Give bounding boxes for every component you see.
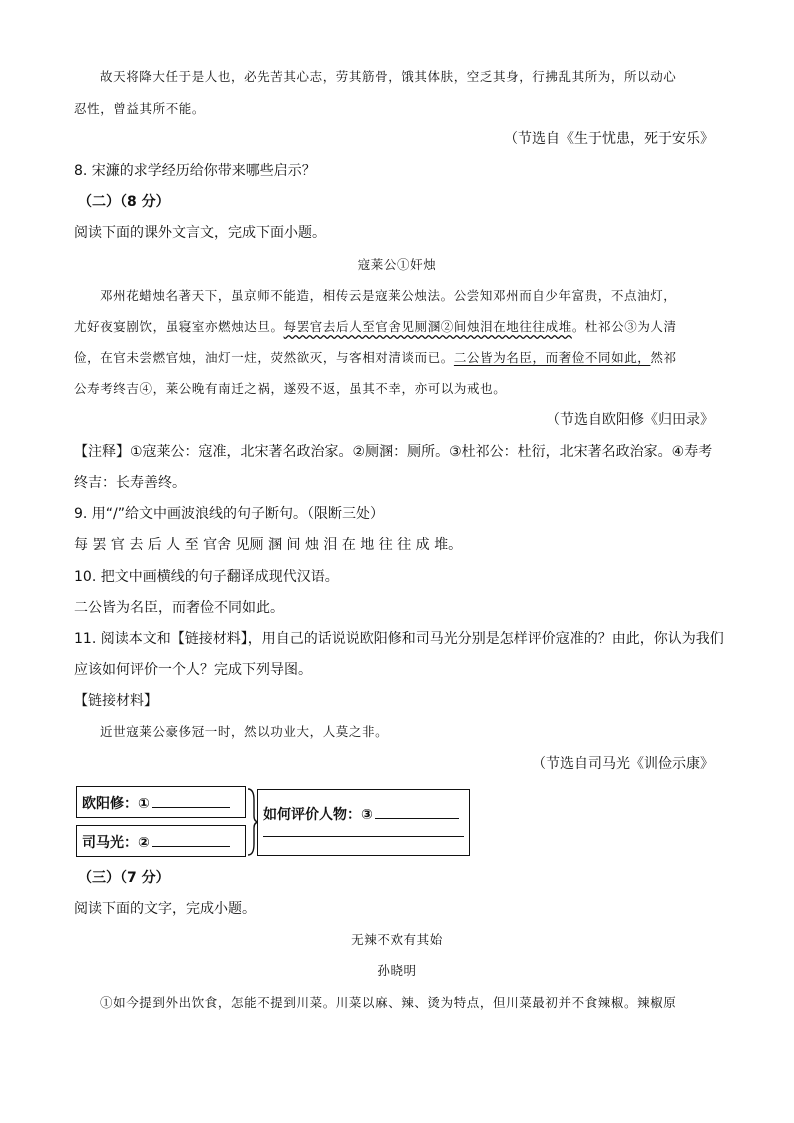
- map-label-sima: 司马光：②: [82, 835, 150, 851]
- question-10-prompt: 10. 把文中画横线的句子翻译成现代汉语。: [74, 569, 339, 585]
- map-label-evaluate: 如何评价人物：③: [263, 807, 373, 823]
- underlined-sentence: 二公皆为名臣，而奢俭不同如此，: [453, 350, 651, 365]
- link-material-source: （节选自司马光《训俭示康》: [532, 756, 714, 772]
- question-9-prompt: 9. 用“/”给文中画波浪线的句子断句。（限断三处）: [74, 506, 385, 522]
- section3-para-line1: ①如今提到外出饮食，怎能不提到川菜。川菜以麻、辣、烫为特点，但川菜最初并不食辣椒。辣椒原: [100, 995, 677, 1010]
- annotation-line2: 终吉：长寿善终。: [74, 475, 186, 491]
- passage1-line1: 故天将降大任于是人也，必先苦其心志，劳其筋骨，饿其体肤，空乏其身，行拂乱其所为，所以动心: [100, 69, 677, 84]
- answer-blank-3[interactable]: [375, 805, 459, 819]
- link-material-heading: 【链接材料】: [74, 693, 158, 709]
- map-box-sima: [76, 825, 246, 857]
- section2-para-line2: 尤好夜宴剧饮，虽寝室亦燃烛达旦。每罢官去后人至官舍见厕溷②间烛泪在地往往成堆。杜祁公③为人清: [74, 319, 677, 334]
- passage1-source: （节选自《生于忧患，死于安乐》: [504, 131, 714, 147]
- question-8: 8. 宋濂的求学经历给你带来哪些启示？: [74, 163, 316, 179]
- map-box-evaluate: [257, 789, 470, 856]
- question-11-line1: 11. 阅读本文和【链接材料】，用自己的话说说欧阳修和司马光分别是怎样评价寇准的？由此，你认为我们: [74, 631, 724, 647]
- section3-instruction: 阅读下面的文字，完成小题。: [74, 901, 256, 917]
- section2-title: 寇莱公①奸烛: [357, 257, 437, 272]
- question-11-line2: 应该如何评价一个人？完成下列导图。: [74, 662, 312, 678]
- link-material-text: 近世寇莱公豪侈冠一时，然以功业大，人莫之非。: [100, 724, 389, 739]
- section3-author: 孙晓明: [377, 963, 417, 978]
- wavy-underlined-sentence: 每罢官去后人至官舍见厕溷②间烛泪在地往往成堆: [283, 319, 572, 334]
- answer-blank-1[interactable]: [152, 794, 230, 808]
- annotation-line1: 【注释】①寇莱公：寇准，北宋著名政治家。②厕溷：厕所。③杜祁公：杜衍，北宋著名政治家。④寿考: [74, 444, 713, 460]
- section3-title: 无辣不欢有其始: [351, 932, 443, 947]
- answer-blank-3-continuation[interactable]: [263, 836, 464, 837]
- question-9-sentence: 每 罢 官 去 后 人 至 官舍 见厕 溷 间 烛 泪 在 地 往 往 成 堆。: [74, 537, 463, 553]
- section2-source: （节选自欧阳修《归田录》: [546, 412, 714, 428]
- map-label-ouyang: 欧阳修：①: [82, 796, 150, 812]
- section2-para-line4: 公寿考终吉④，莱公晚有南迁之祸，遂殁不返，虽其不幸，亦可以为戒也。: [74, 381, 507, 396]
- section3-heading: （三）（7 分）: [78, 870, 170, 886]
- map-box-ouyang: [76, 786, 246, 818]
- question-10-sentence: 二公皆为名臣，而奢俭不同如此。: [74, 600, 284, 616]
- section2-para-line1: 邓州花蜡烛名著天下，虽京师不能造，相传云是寇莱公烛法。公尝知邓州而自少年富贵，不点油灯，: [100, 288, 677, 303]
- section2-heading: （二）（8 分）: [78, 194, 170, 210]
- section2-instruction: 阅读下面的课外文言文，完成下面小题。: [74, 225, 326, 241]
- passage1-line2: 忍性，曾益其所不能。: [74, 101, 206, 116]
- section2-para-line3: 俭，在官未尝燃官烛，油灯一炷，荧然欲灭，与客相对清谈而已。二公皆为名臣，而奢俭不同如此，然祁: [74, 350, 677, 365]
- answer-blank-2[interactable]: [152, 833, 230, 847]
